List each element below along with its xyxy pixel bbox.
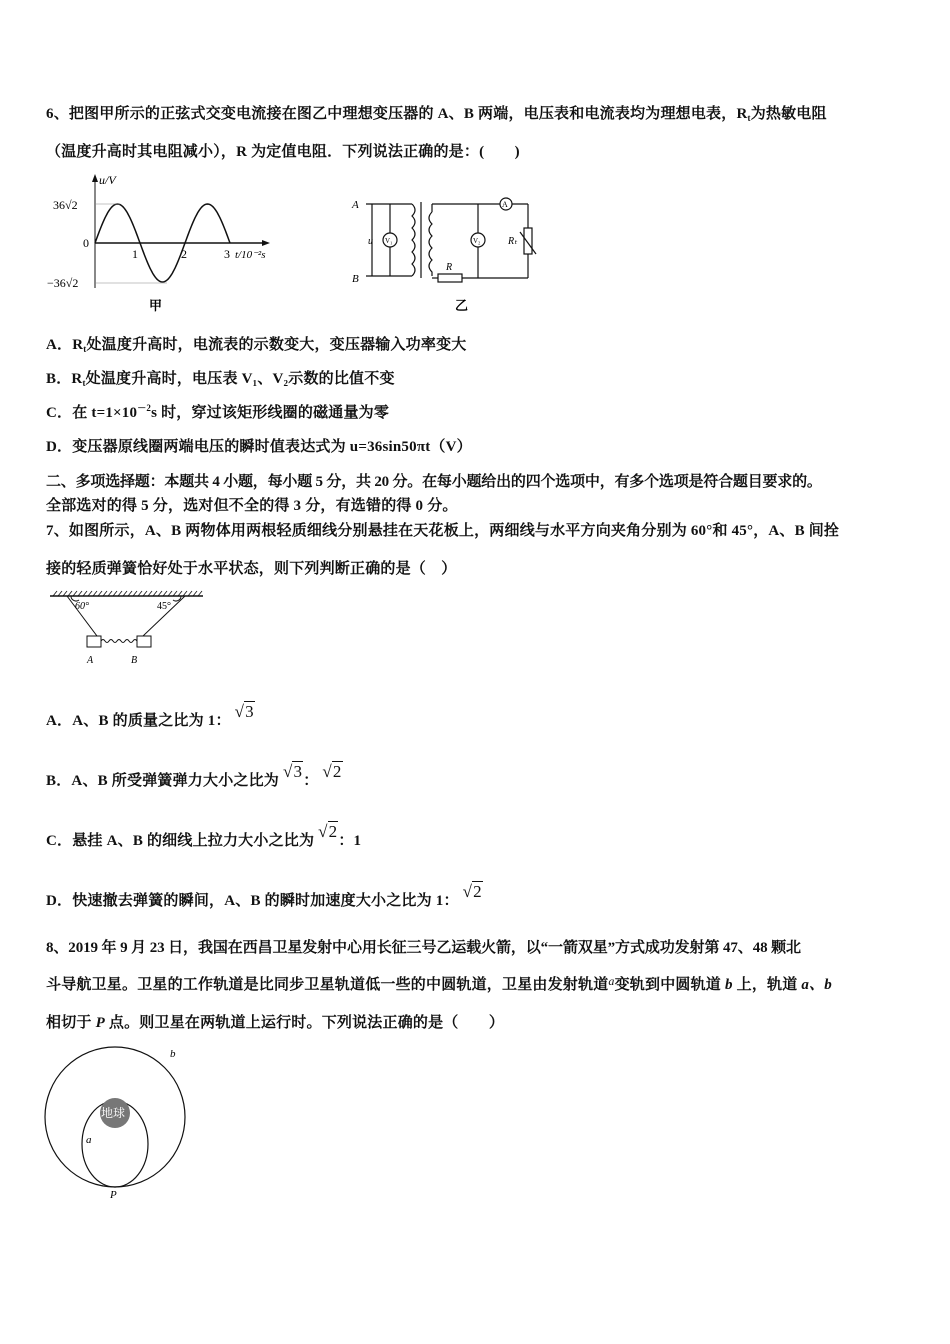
x-tick: 3 <box>224 247 230 261</box>
text: P <box>95 1015 105 1031</box>
text: 变轨到中圆轨道 <box>614 977 722 993</box>
circuit-figure <box>350 190 540 315</box>
text: 3 <box>245 702 254 721</box>
sine-wave-figure <box>45 172 285 317</box>
section-heading-line1: 二、多项选择题：本题共 4 小题，每小题 5 分，共 20 分。在每小题给出的四个选项中，有多个选项是符合题目要求的。 <box>46 474 822 490</box>
voltmeter-v1: V₁ <box>385 237 393 245</box>
q7-option-a[interactable] <box>46 702 255 730</box>
text: 2 <box>332 762 342 781</box>
text: a <box>608 974 615 988</box>
x-tick: 1 <box>132 247 138 261</box>
q7-option-c[interactable] <box>46 822 362 850</box>
text: t <box>747 113 751 123</box>
text: ：1 <box>338 833 362 849</box>
text: 6、把图甲所示的正弦式交变电流接在图乙中理想变压器的 A、B 两端，电压表和电流表均为理想电表，R <box>46 106 748 122</box>
q8-stem-line2 <box>46 973 832 994</box>
text: 处温度升高时，电流表的示数变大，变压器输入功率变大 <box>86 337 467 353</box>
text: 2 <box>328 822 338 841</box>
text: A．A、B 的质量之比为 1： <box>46 713 231 729</box>
u-label: u <box>368 236 373 247</box>
sqrt-expression: √3 <box>234 702 254 721</box>
voltmeter-v2: V₂ <box>473 237 481 245</box>
q8-stem-line3 <box>46 1011 504 1032</box>
q6-option-d[interactable]: D．变压器原线圈两端电压的瞬时值表达式为 u=36sin50πt（V） <box>46 439 472 455</box>
y-min-label: −36√2 <box>47 276 79 290</box>
section-heading-line2: 全部选对的得 5 分，选对但不全的得 3 分，有选错的得 0 分。 <box>46 498 458 514</box>
resistor-r: R <box>446 262 453 273</box>
orbit-b-label: b <box>170 1048 176 1060</box>
ammeter: A <box>502 200 508 209</box>
sqrt-expression: √2 <box>322 762 342 781</box>
terminal-b: B <box>352 273 359 285</box>
thermistor-rt: Rₜ <box>508 236 518 247</box>
terminal-a: A <box>352 199 359 211</box>
text: s 时，穿过该矩形线圈的磁通量为零 <box>151 405 390 421</box>
text: 为热敏电阻 <box>750 106 827 122</box>
text: a、b <box>801 977 832 993</box>
sqrt-expression: √2 <box>462 882 482 901</box>
q6-option-a[interactable] <box>46 333 466 354</box>
q7-option-b[interactable] <box>46 762 343 790</box>
q6-option-b[interactable] <box>46 367 395 388</box>
text: D．快速撤去弹簧的瞬间，A、B 的瞬时加速度大小之比为 1： <box>46 893 459 909</box>
figure-caption: 乙 <box>455 298 469 313</box>
text: C．悬挂 A、B 的细线上拉力大小之比为 <box>46 833 315 849</box>
q7-option-d[interactable] <box>46 882 483 910</box>
q7-stem-line1: 7、如图所示，A、B 两物体用两根轻质细线分别悬挂在天花板上，两细线与水平方向夹角分别为 60°和 45°，A、B 间拴 <box>46 523 840 539</box>
zero-label: 0 <box>83 236 89 250</box>
q6-option-c[interactable] <box>46 401 389 422</box>
x-axis-label: t/10⁻²s <box>235 249 266 261</box>
text: ： <box>303 773 319 789</box>
q7-stem-line2: 接的轻质弹簧恰好处于水平状态，则下列判断正确的是（ ） <box>46 561 457 577</box>
text: 相切于 <box>46 1015 92 1031</box>
text: 斗导航卫星。卫星的工作轨道是比同步卫星轨道低一些的中圆轨道，卫星由发射轨道 <box>46 977 609 993</box>
mass-b-label: B <box>131 655 138 666</box>
text: 点。则卫星在两轨道上运行时。下列说法正确的是（ ） <box>108 1015 505 1031</box>
q6-stem-line2: （温度升高时其电阻减小），R 为定值电阻．下列说法正确的是：( ) <box>46 144 520 160</box>
sqrt-expression: √2 <box>318 822 338 841</box>
y-axis-label: u/V <box>99 173 116 187</box>
y-max-label: 36√2 <box>53 198 78 212</box>
hanging-masses-figure <box>45 588 210 670</box>
text: C．在 t=1×10 <box>46 405 138 421</box>
sqrt-expression: √3 <box>282 762 303 781</box>
earth-label: 地球 <box>101 1106 126 1120</box>
orbit-figure <box>40 1045 200 1205</box>
angle-60-label: 60° <box>75 601 89 612</box>
text: 上，轨道 <box>736 977 798 993</box>
text: t <box>82 378 86 388</box>
text: A．R <box>46 337 84 353</box>
angle-45-label: 45° <box>157 601 171 612</box>
mass-a-label: A <box>87 655 94 666</box>
text: B．R <box>46 371 83 387</box>
text: b <box>724 977 733 993</box>
q8-stem-line1: 8、2019 年 9 月 23 日，我国在西昌卫星发射中心用长征三号乙运载火箭，以“一箭双星”方式成功发射第 47、48 颗北 <box>46 940 801 956</box>
point-p-label: P <box>110 1189 117 1201</box>
x-tick: 2 <box>181 247 187 261</box>
text: t <box>83 344 87 354</box>
text: －2 <box>137 403 152 413</box>
text: 2 <box>473 882 482 901</box>
text: B．A、B 所受弹簧弹力大小之比为 <box>46 773 279 789</box>
text: 处温度升高时，电压表 V₁、V₂示数的比值不变 <box>85 371 395 387</box>
text: 3 <box>293 762 303 781</box>
figure-caption: 甲 <box>149 298 163 313</box>
q6-stem-line1 <box>46 102 827 123</box>
orbit-a-label: a <box>86 1134 92 1146</box>
